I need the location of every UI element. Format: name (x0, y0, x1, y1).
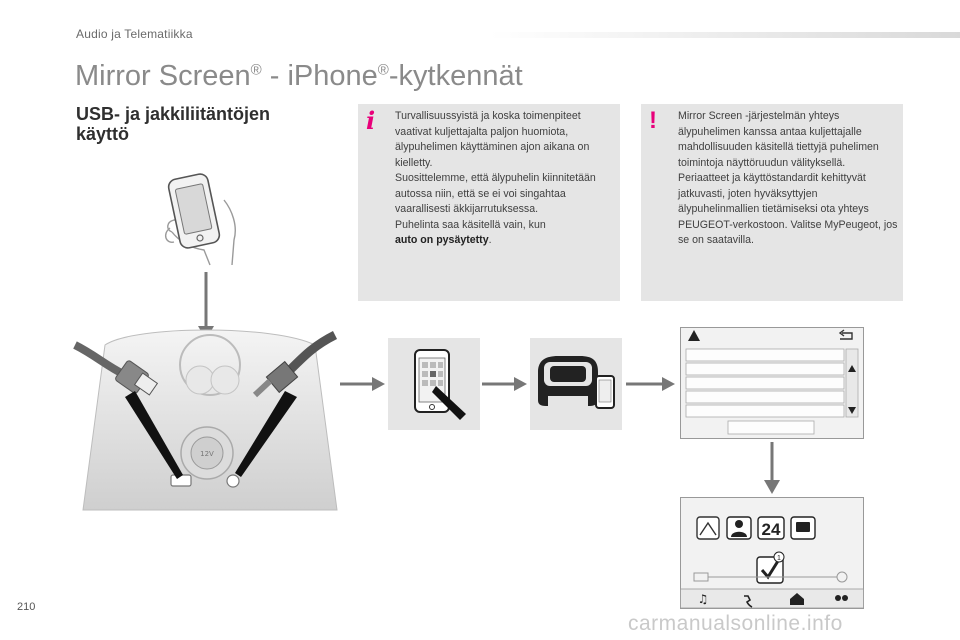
music-icon: ♫ (697, 592, 709, 606)
header-bar (490, 32, 960, 38)
page-title: Mirror Screen® - iPhone®-kytkennät (75, 60, 523, 92)
phone-tap-illustration (388, 338, 480, 430)
info-box-text: Turvallisuussyistä ja koska toimenpiteet vaativat kuljettajalta paljon huomiota, älypuhelimen käyttäminen ajon aikana on kielletty. Suosittelemme, että älypuhelin kiinnitetään autossa niin, että se ei voi singahtaa vaarallisesti äkkijarrutuksessa. Puhelinta saa käsitellä vain, kun auto on pysäytetty. (395, 110, 596, 246)
hand-phone-illustration (160, 170, 250, 270)
arrow-right-icon (482, 376, 528, 392)
warning-box (641, 104, 903, 301)
console-illustration (75, 325, 345, 515)
arrow-right-icon (340, 376, 386, 392)
watermark: carmanualsonline.info (628, 612, 843, 635)
info-icon: i (366, 106, 376, 135)
warning-box-text: Mirror Screen -järjestelmän yhteys älypuhelimen kanssa antaa kuljettajalle mahdollisuuden käsitellä tiettyjä puhelimen toimintoja näyttöruudun välityksellä. Periaatteet ja käyttöstandardit kehittyvät jatkuvasti, joten hyväksyttyjen älypuhelinmallien tietämiseksi ota yhteys PEUGEOT-verkostoon. Valitse MyPeugeot, jos se on saatavilla. (678, 110, 898, 246)
socket-label: 12V (200, 450, 214, 458)
nav-icon (697, 517, 719, 539)
notify-badge: 1 (777, 555, 781, 562)
section-subtitle: USB- ja jakkiliitäntöjen käyttö (76, 104, 271, 144)
calendar-badge: 24 (761, 520, 781, 539)
arrow-right-icon (626, 376, 676, 392)
car-phone-illustration (530, 338, 622, 430)
page-number: 210 (17, 601, 36, 613)
warning-icon: ! (649, 107, 657, 134)
screen-home-illustration (680, 497, 864, 609)
arrow-down-icon (762, 442, 782, 496)
screen-list-illustration (680, 327, 864, 439)
section-label: Audio ja Telematiikka (76, 27, 193, 41)
info-box (358, 104, 620, 301)
